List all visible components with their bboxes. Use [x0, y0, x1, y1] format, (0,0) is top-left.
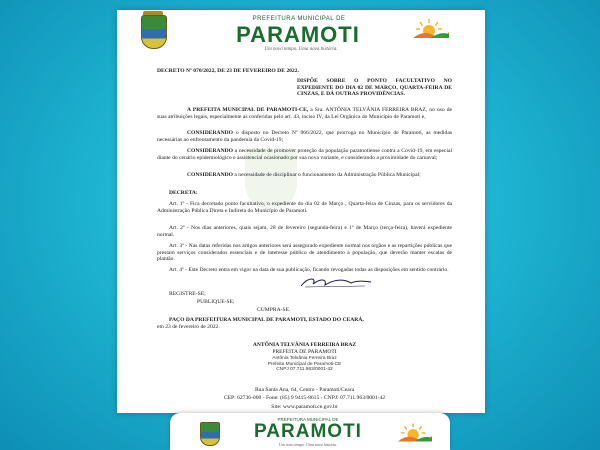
- banner-subtitle: PREFEITURA MUNICIPAL DE: [277, 417, 339, 422]
- banner-sun-logo-icon: [398, 422, 432, 442]
- stamp-role: Prefeita Municipal de Paramoti-CE: [267, 361, 342, 367]
- article-3: Art. 3º - Nas datas referidas nos artigos anteriores será assegurado expediente normal nos órgãos e as repartições públicas que prestam serviços considerados essenciais e de interesse público de atendimento à população, que deverão manter escalas de plantão.: [157, 243, 452, 263]
- signature-stamp: [157, 356, 452, 373]
- banner-tagline: Um novo tempo. Uma nova história.: [278, 442, 338, 447]
- footer-contacts: CEP: 62736-000 - Fone: (85) 9 9415-8615 - CNPJ: 07.711.963/0001-42: [223, 395, 386, 402]
- decree-summary: DISPÕE SOBRE O PONTO FACULTATIVO NO EXPEDIENTE DO DIA 02 DE MARÇO, QUARTA-FEIRA DE CINZAS, E DÁ OUTRAS PROVIDÊNCIAS.: [297, 78, 452, 98]
- decree-date: em 23 de fevereiro de 2022.: [157, 324, 220, 330]
- article-2: Art. 2º - Nos dias anteriores, quais sejam, 28 de fevereiro (segunda-feira) e 1º de Março (terça-feira), haverá expediente normal.: [157, 225, 452, 238]
- article-1: Art. 1º - Fica decretado ponto facultativo, o expediente do dia 02 de Março , Quarta-feira de Cinzas, para os servidores da Administração Pública Direta e Indireta do Município de Paramoti.: [157, 201, 452, 214]
- article-4: Art. 4º - Este Decreto entra em vigor na data de sua publicação, ficando revogadas todas as disposições em sentido contrário.: [169, 267, 449, 273]
- footer-site: Site: www.paramoti.ce.gov.br: [271, 403, 338, 410]
- consider-2: CONSIDERANDO a necessidade de promover proteção da população paramotiense contra a Covid-19, em especial diante do cenário epidemiológico e assistencial ocasionado por sua nova variante, e considerando a proximidade do carnaval;: [157, 148, 452, 161]
- letterhead-brand: PARAMOTI: [236, 22, 360, 47]
- footer-address: Rua Santa Ana, 64, Centro - Paramoti/Ceara: [254, 387, 355, 393]
- letterhead: [117, 10, 485, 60]
- sun-logo-icon: [413, 18, 449, 38]
- letterhead-tagline: Um novo tempo. Uma nova história.: [264, 47, 338, 52]
- signatory-role: PREFEITA DE PARAMOTI: [272, 349, 337, 355]
- decreta-label: DECRETA:: [169, 190, 198, 196]
- bottom-logo-banner: [170, 413, 450, 450]
- registre: REGISTRE-SE;: [169, 291, 206, 297]
- decree-document: [117, 10, 485, 413]
- cumpra: CUMPRA-SE.: [257, 307, 291, 313]
- publique: PUBLIQUE-SE;: [197, 299, 235, 305]
- banner-brand: PARAMOTI: [254, 421, 362, 442]
- document-footer: [157, 386, 452, 411]
- consider-1: CONSIDERANDO o disposto no Decreto Nº 066/2022, que prorroga no Município de Paramoti, as medidas necessárias ao enfrentamento da pandemia da Covid-19;: [157, 130, 452, 143]
- letterhead-subtitle: PREFEITURA MUNICIPAL DE: [252, 16, 346, 22]
- banner-coat-of-arms-icon: [200, 422, 220, 446]
- signatory-name: ANTÔNIA TELVÂNIA FERREIRA BRAZ: [252, 342, 357, 348]
- coat-of-arms-icon: [141, 15, 167, 49]
- decree-heading: DECRETO Nº 070/2022, DE 23 DE FEVEREIRO DE 2022.: [157, 68, 299, 74]
- paco-line: PAÇO DA PREFEITURA MUNICIPAL DE PARAMOTI, ESTADO DO CEARÁ,: [169, 317, 364, 323]
- decree-intro: A PREFEITA MUNICIPAL DE PARAMOTI-CE, a Sra. ANTÔNIA TELVÂNIA FERREIRA BRAZ, no uso de suas atribuições legais, especialmente as conferidas pelo art. 43, inciso IV, da Lei Orgânica do Município de Paramoti e,: [157, 107, 452, 120]
- stamp-name: Antônia Telvânia Ferreira Braz: [272, 356, 337, 361]
- consider-3: CONSIDERANDO a necessidade de disciplinar o funcionamento da Administração Pública Municipal;: [187, 172, 421, 178]
- handwritten-signature: [295, 274, 375, 290]
- stamp-cnpj: CNPJ 07.711.963/0001-42: [276, 367, 333, 373]
